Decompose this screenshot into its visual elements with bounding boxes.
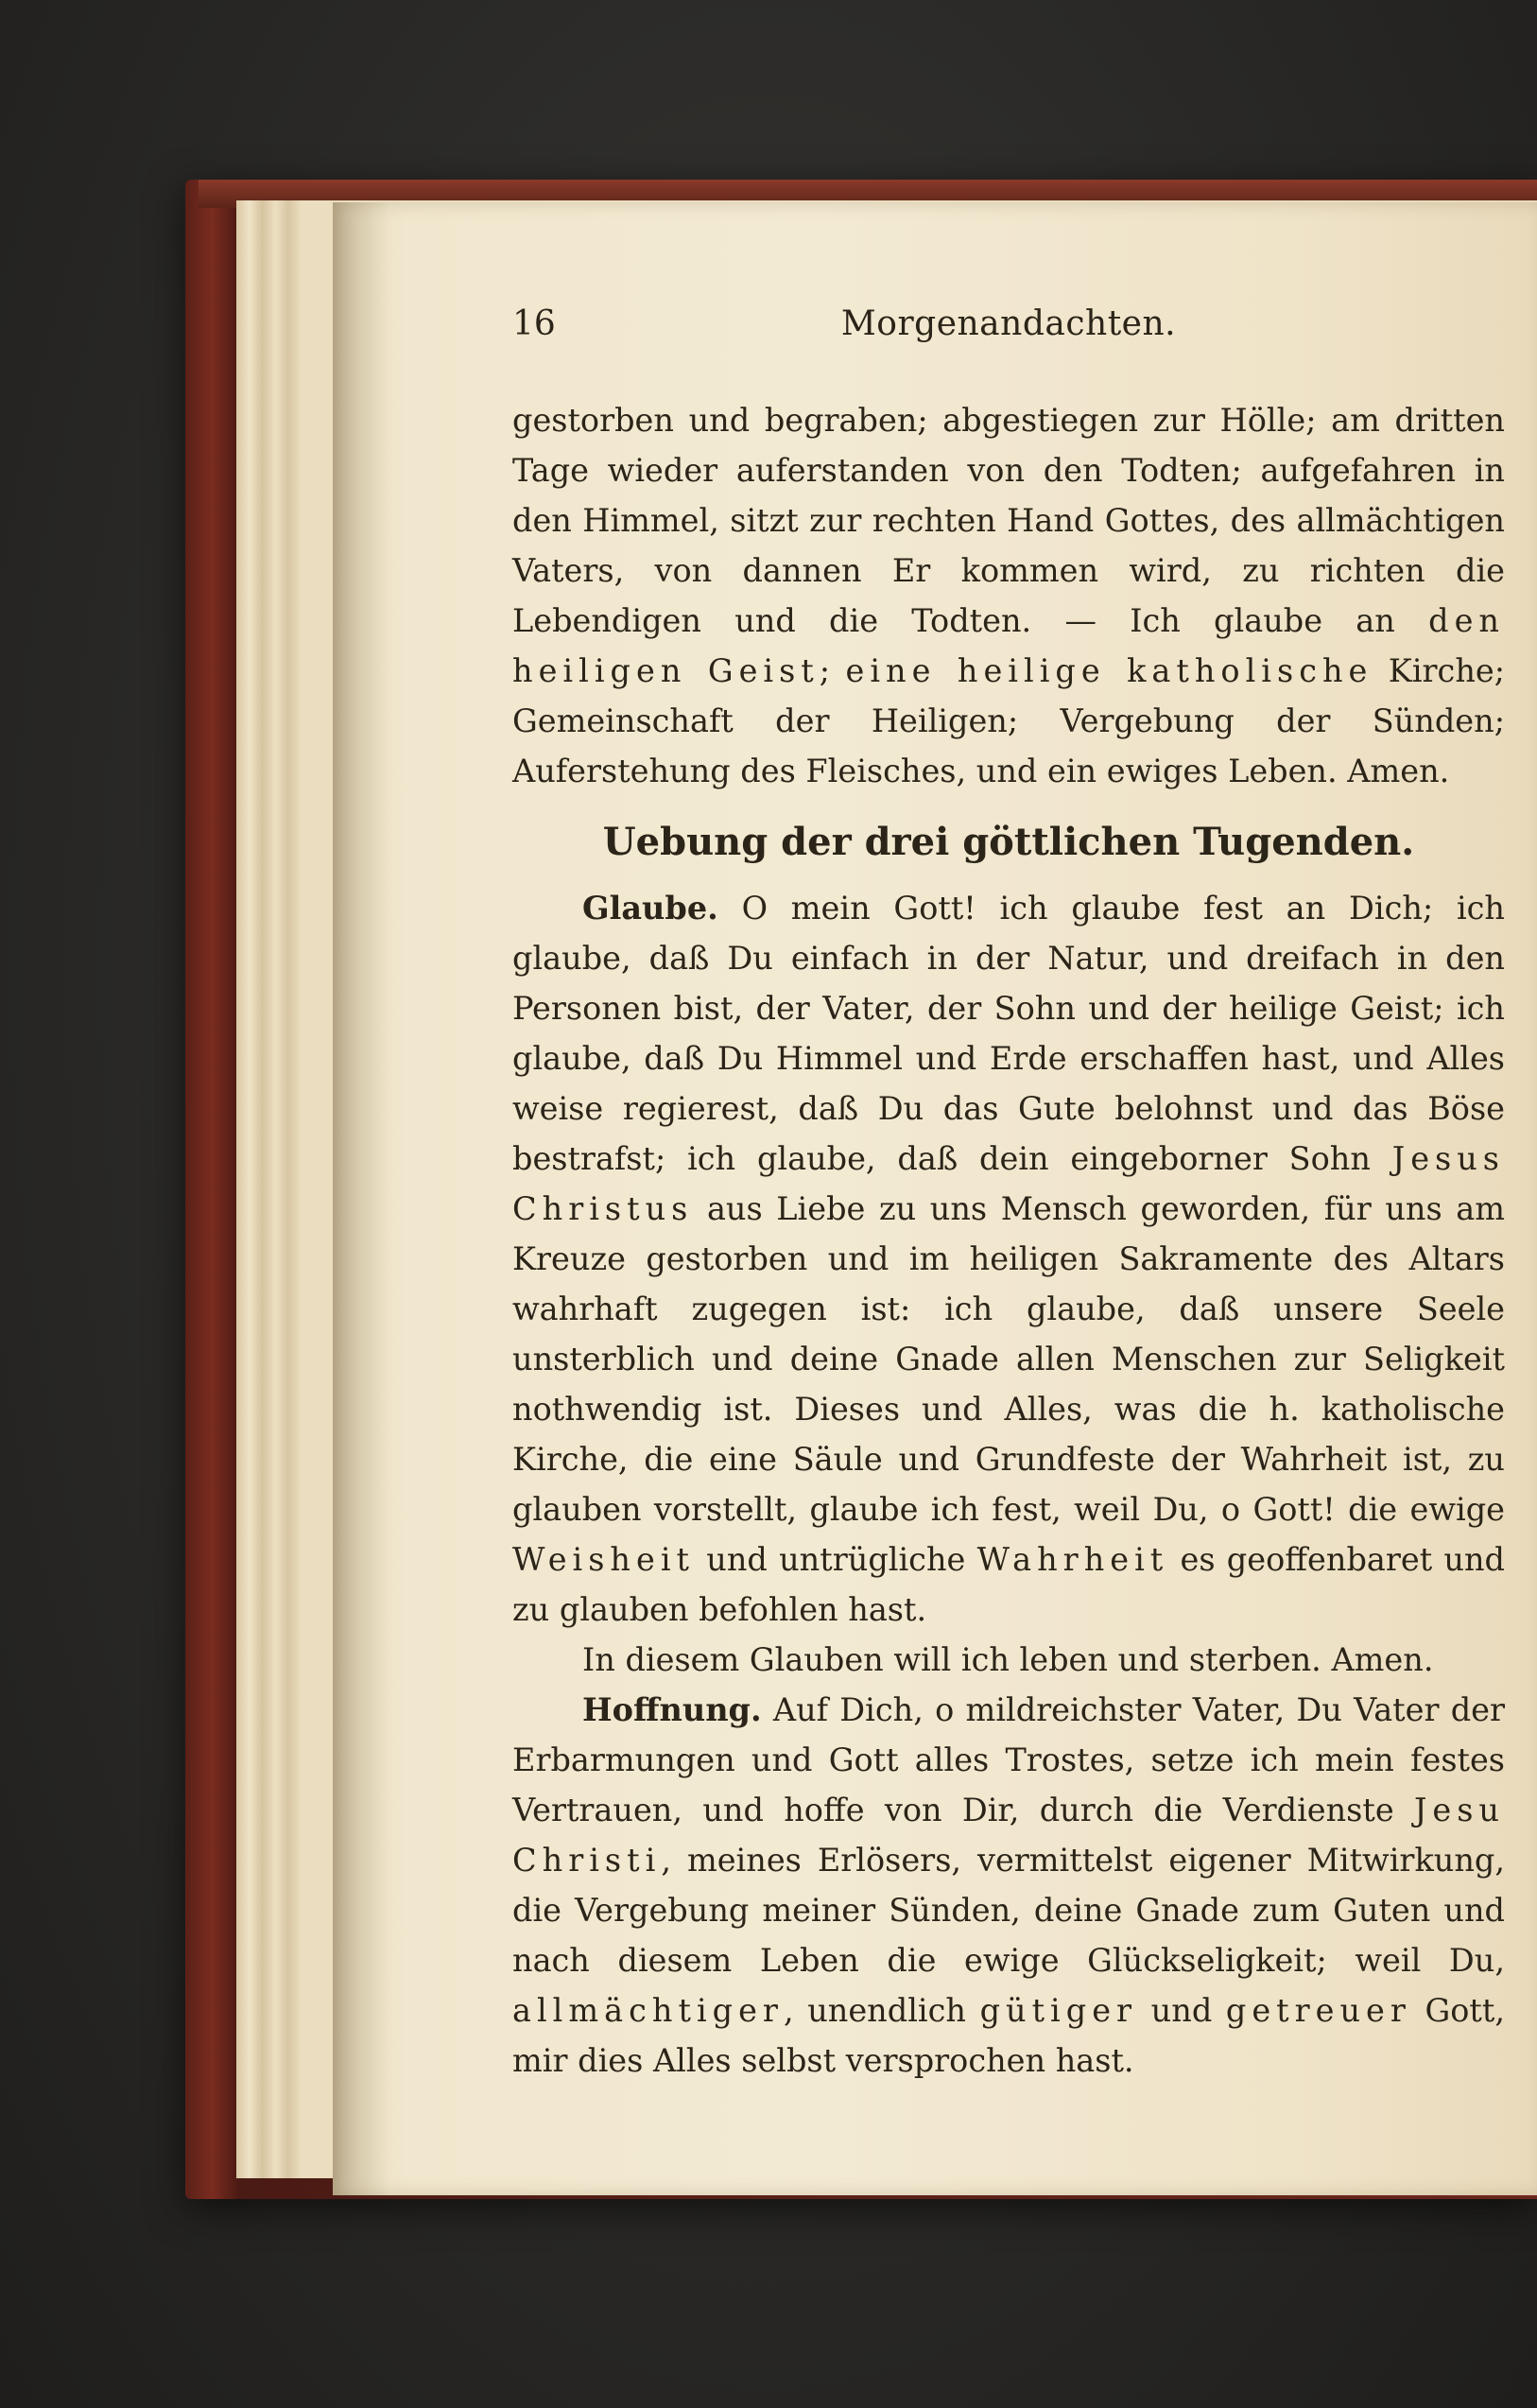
creed-paragraph bbox=[512, 395, 1505, 796]
hope-text-a: Auf Dich, o mildreichster Vater, Du Vater der Erbarmungen und Gott alles Trostes, setze ich mein festes Vertrauen, und hoffe von Dir, durch die Verdienste bbox=[512, 1691, 1505, 1828]
faith-text-d: es geoffenbaret und zu glauben befohlen hast. bbox=[512, 1541, 1506, 1628]
faith-text-b: aus Liebe zu uns Mensch geworden, für uns am Kreuze gestorben und im heiligen Sakramente des Altars wahrhaft zugegen ist: ich glaube, daß unsere Seele unsterblich und deine Gnade allen Menschen zur Seligkeit nothwendig ist. Dieses und Alles, was die h. katholische Kirche, die eine Säule und Grundfeste der Wahrheit ist, zu glauben vorstellt, glaube ich fest, weil Du, o Gott! die ewige bbox=[512, 1190, 1505, 1528]
page-header bbox=[512, 297, 1505, 354]
faith-text-a: O mein Gott! ich glaube fest an Dich; ich glaube, daß Du einfach in der Natur, und dreifach in den Personen bist, der Vater, der Sohn und der heilige Geist; ich glaube, daß Du Himmel und Erde erschaffen hast, und Alles weise regierest, daß Du das Gute belohnst und das Böse bestrafst; ich glaube, daß dein eingeborner Sohn bbox=[512, 890, 1505, 1177]
gutter-shadow bbox=[333, 202, 389, 2195]
body-text bbox=[512, 395, 1505, 2086]
hope-spaced-getreuer: getreuer bbox=[1225, 1992, 1411, 2029]
hope-spaced-allmaechtiger: allmächtiger bbox=[512, 1992, 784, 2029]
creed-spaced-church: eine heilige katholische bbox=[845, 652, 1373, 689]
hope-text-d: und bbox=[1137, 1992, 1226, 2029]
creed-separator: ; bbox=[819, 652, 846, 689]
faith-paragraph bbox=[512, 883, 1505, 1635]
page-number: 16 bbox=[512, 304, 556, 343]
hope-spaced-jesu-christi: Jesu Christi bbox=[512, 1792, 1505, 1879]
section-heading: Uebung der drei göttlichen Tugenden. bbox=[602, 820, 1415, 864]
faith-spaced-jesus-christus: Jesus Christus bbox=[512, 1140, 1505, 1227]
hope-paragraph bbox=[512, 1685, 1505, 2086]
faith-spaced-weisheit: Weisheit bbox=[512, 1541, 696, 1578]
faith-closing: In diesem Glauben will ich leben und sterben. Amen. bbox=[582, 1641, 1434, 1678]
faith-spaced-wahrheit: Wahrheit bbox=[976, 1541, 1169, 1578]
creed-text-end: Kirche; Gemeinschaft der Heiligen; Vergebung der Sünden; Auferstehung des Fleisches, und ein ewiges Leben. Amen. bbox=[512, 652, 1506, 789]
creed-spaced-holy-spirit: den heiligen Geist bbox=[512, 602, 1505, 689]
faith-label: Glaube. bbox=[582, 890, 718, 927]
hope-spaced-guetiger: gütiger bbox=[979, 1992, 1138, 2029]
hope-text-e: Gott, mir dies Alles selbst versprochen hast. bbox=[512, 1992, 1505, 2079]
faith-text-c: und untrügliche bbox=[695, 1541, 977, 1578]
hope-text-c: , unendlich bbox=[783, 1992, 980, 2029]
creed-text: gestorben und begraben; abgestiegen zur Hölle; am dritten Tage wieder auferstanden von den Todten; aufgefahren in den Himmel, sitzt zur rechten Hand Gottes, des allmächtigen Vaters, von dannen Er kommen wird, zu richten die Lebendigen und die Todten. — Ich glaube an bbox=[512, 402, 1505, 639]
hope-text-b: , meines Erlösers, vermittelst eigener Mitwirkung, die Vergebung meiner Sünden, deine Gnade zum Guten und nach diesem Leben die ewige Glückseligkeit; weil Du, bbox=[512, 1842, 1505, 1979]
page-content bbox=[512, 297, 1505, 2086]
book-page bbox=[333, 202, 1537, 2195]
hope-label: Hoffnung. bbox=[582, 1691, 762, 1728]
running-head: Morgenandachten. bbox=[840, 304, 1177, 343]
